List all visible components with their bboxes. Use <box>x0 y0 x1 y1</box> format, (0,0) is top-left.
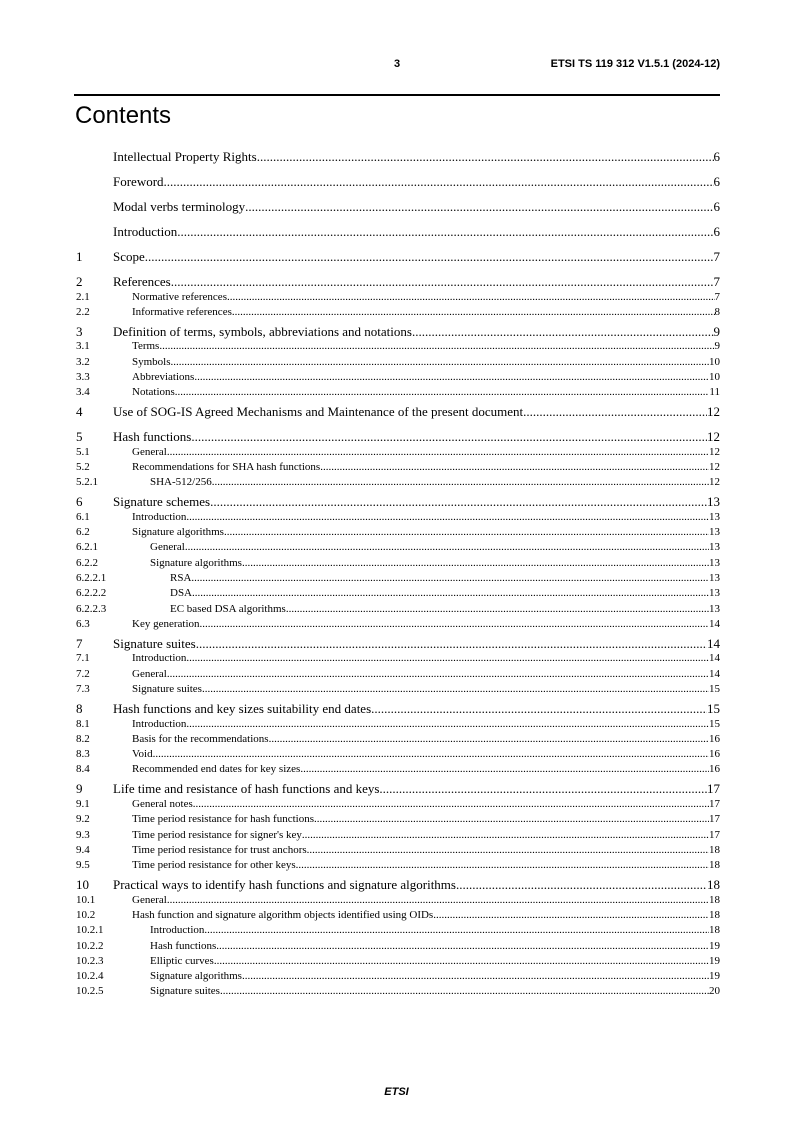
toc-entry-page: 12 <box>709 476 720 489</box>
toc-entry-title: Modal verbs terminology <box>113 199 246 214</box>
toc-entry-leader-dots <box>302 828 709 842</box>
toc-entry-number: 8 <box>76 701 83 716</box>
toc-entry-leader-dots <box>196 636 707 652</box>
toc-entry-page: 6 <box>713 174 720 189</box>
toc-entry-leader-dots <box>200 617 710 631</box>
toc-entry[interactable] <box>76 404 720 420</box>
contents-title: Contents <box>75 102 172 129</box>
toc-entry[interactable] <box>76 893 720 907</box>
toc-entry-page: 16 <box>709 732 720 745</box>
toc-entry-page: 9 <box>714 340 720 353</box>
toc-entry[interactable] <box>76 445 720 459</box>
toc-entry[interactable] <box>76 429 720 445</box>
toc-entry-title: Time period resistance for trust anchors <box>132 843 307 856</box>
toc-entry-title: Signature schemes <box>113 494 211 510</box>
toc-entry-number: 6.3 <box>76 617 90 630</box>
toc-entry[interactable] <box>76 939 720 953</box>
toc-entry-leader-dots <box>286 602 709 616</box>
toc-entry-leader-dots <box>164 174 714 190</box>
toc-entry[interactable] <box>76 510 720 524</box>
toc-entry-number: 3.2 <box>76 355 90 368</box>
toc-entry-title: Introduction <box>113 224 178 239</box>
toc-entry-title: Terms <box>132 340 160 353</box>
toc-entry[interactable] <box>76 305 720 319</box>
toc-entry-page: 13 <box>709 526 720 539</box>
toc-entry-page: 13 <box>709 602 720 615</box>
toc-entry-title: Void <box>132 748 153 761</box>
toc-entry-title: Time period resistance for signer's key <box>132 828 302 841</box>
toc-entry-page: 13 <box>709 541 720 554</box>
toc-entry-number: 10.1 <box>76 893 96 906</box>
footer-etsi: ETSI <box>384 1086 409 1098</box>
toc-entry-page: 12 <box>707 404 720 420</box>
toc-entry[interactable] <box>76 908 720 922</box>
toc-entry-page: 8 <box>714 305 720 318</box>
toc-entry-leader-dots <box>242 969 709 983</box>
toc-entry[interactable] <box>76 540 720 554</box>
toc-entry-title: Key generation <box>132 617 200 630</box>
toc-entry-page: 13 <box>709 510 720 523</box>
toc-entry-leader-dots <box>242 556 709 570</box>
toc-entry[interactable] <box>76 843 720 857</box>
toc-entry-number: 6.2.1 <box>76 541 98 554</box>
toc-entry-leader-dots <box>145 249 714 265</box>
toc-entry-title: Signature suites <box>132 683 202 695</box>
toc-entry-title: General <box>150 541 185 554</box>
toc-entry-title: General notes <box>132 797 193 810</box>
toc-entry-number: 3.1 <box>76 340 90 353</box>
toc-entry-page: 16 <box>709 748 720 761</box>
toc-entry-leader-dots <box>523 404 707 420</box>
toc-entry-page: 13 <box>709 587 720 600</box>
toc-entry-page: 17 <box>707 781 720 797</box>
toc-entry-number: 10.2.5 <box>76 985 104 998</box>
toc-entry-title: Elliptic curves <box>150 954 214 967</box>
toc-entry-number: 9.2 <box>76 813 90 826</box>
toc-entry-title: Use of SOG-IS Agreed Mechanisms and Maintenance of the present document <box>113 404 524 420</box>
toc-entry-number: 7.1 <box>76 652 90 665</box>
toc-entry-leader-dots <box>216 939 709 953</box>
toc-entry-title: Practical ways to identify hash functions and signature algorithms <box>113 877 456 893</box>
toc-entry-leader-dots <box>167 445 709 459</box>
toc-entry-page: 18 <box>709 924 720 937</box>
toc-entry[interactable] <box>76 249 720 265</box>
toc-entry[interactable] <box>76 858 720 872</box>
toc-entry-leader-dots <box>269 732 709 746</box>
toc-entry[interactable] <box>76 797 720 811</box>
toc-entry-number: 2.1 <box>76 290 90 303</box>
toc-entry-page: 6 <box>713 224 720 239</box>
toc-entry-number: 6.2.2.1 <box>76 572 107 584</box>
toc-entry-page: 6 <box>713 149 720 164</box>
toc-entry-title: EC based DSA algorithms <box>170 602 286 615</box>
toc-entry[interactable] <box>76 701 720 717</box>
toc-entry-leader-dots <box>204 923 709 937</box>
toc-entry-title: Scope <box>113 249 145 264</box>
toc-entry-page: 12 <box>709 445 720 458</box>
toc-entry-number: 6.2.2 <box>76 556 98 569</box>
toc-entry-leader-dots <box>186 717 709 731</box>
toc-entry-leader-dots <box>186 651 709 665</box>
toc-entry-title: Abbreviations <box>132 370 195 383</box>
toc-entry[interactable] <box>76 274 720 290</box>
toc-entry-number: 8.3 <box>76 748 90 761</box>
toc-entry-title: Time period resistance for other keys <box>132 859 296 872</box>
toc-entry-page: 12 <box>709 461 720 473</box>
toc-entry-leader-dots <box>379 781 707 797</box>
toc-entry-page: 16 <box>709 763 720 776</box>
toc-entry-title: Normative references <box>132 290 227 303</box>
toc-entry[interactable] <box>76 732 720 746</box>
toc-entry-leader-dots <box>210 494 707 510</box>
toc-entry-title: Introduction <box>132 652 187 665</box>
toc-entry-leader-dots <box>159 339 714 353</box>
toc-entry-leader-dots <box>175 385 710 399</box>
toc-entry-title: Signature suites <box>150 985 220 998</box>
toc-entry-number: 9.5 <box>76 859 90 872</box>
toc-entry-leader-dots <box>257 149 714 165</box>
toc-entry-number: 8.1 <box>76 717 90 730</box>
toc-entry-page: 14 <box>707 635 720 651</box>
toc-entry-leader-dots <box>433 908 709 922</box>
toc-entry-number: 10.2.2 <box>76 939 104 952</box>
toc-entry-leader-dots <box>220 984 709 998</box>
toc-entry[interactable] <box>76 651 720 665</box>
toc-entry-page: 18 <box>709 843 720 856</box>
toc-entry-number: 5.1 <box>76 445 90 458</box>
toc-entry-leader-dots <box>185 540 709 554</box>
toc-entry-leader-dots <box>224 525 709 539</box>
toc-entry-page: 19 <box>709 939 720 952</box>
toc-entry-page: 18 <box>709 908 720 921</box>
toc-entry-number: 1 <box>76 249 83 264</box>
toc-entry-leader-dots <box>307 843 709 857</box>
toc-entry-number: 3.3 <box>76 370 90 383</box>
toc-entry[interactable] <box>76 586 720 600</box>
toc-entry-page: 18 <box>709 859 720 872</box>
header-rule <box>74 94 720 96</box>
toc-entry-page: 17 <box>709 828 720 841</box>
toc-entry-title: Recommended end dates for key sizes <box>132 763 301 776</box>
toc-entry-leader-dots <box>456 877 707 893</box>
toc-entry-leader-dots <box>177 224 713 240</box>
toc-entry-leader-dots <box>194 370 709 384</box>
toc-entry-number: 10.2 <box>76 908 96 921</box>
toc-entry[interactable] <box>76 636 720 652</box>
toc-entry-title: Signature suites <box>113 635 196 651</box>
toc-entry-leader-dots <box>153 747 709 761</box>
toc-entry[interactable] <box>76 290 720 304</box>
toc-entry-leader-dots <box>300 762 709 776</box>
toc-entry-page: 15 <box>709 717 720 730</box>
toc-entry-page: 18 <box>707 877 720 893</box>
toc-entry-number: 3 <box>76 323 83 339</box>
toc-entry-page: 9 <box>713 323 720 339</box>
toc-entry-title: Life time and resistance of hash functions and keys <box>113 781 380 797</box>
toc-entry-leader-dots <box>186 510 709 524</box>
toc-entry-leader-dots <box>296 858 709 872</box>
toc-entry-page: 11 <box>709 386 720 399</box>
toc-entry-page: 13 <box>709 556 720 569</box>
toc-entry-title: General <box>132 667 167 680</box>
toc-entry[interactable] <box>76 781 720 797</box>
toc-entry-leader-dots <box>167 667 709 681</box>
toc-entry-leader-dots <box>171 274 714 290</box>
toc-entry[interactable] <box>76 747 720 761</box>
toc-entry-title: Hash functions and key sizes suitability end dates <box>113 701 372 716</box>
toc-entry[interactable] <box>76 370 720 384</box>
toc-entry-title: Time period resistance for hash functions <box>132 813 314 826</box>
toc-entry-page: 18 <box>709 893 720 906</box>
toc-entry-title: Recommendations for SHA hash functions <box>132 461 321 473</box>
toc-entry-title: Introduction <box>150 924 205 937</box>
toc-entry-title: General <box>132 445 167 458</box>
toc-entry-title: Introduction <box>132 510 187 523</box>
toc-entry[interactable] <box>76 339 720 353</box>
toc-entry-title: Definition of terms, symbols, abbreviations and notations <box>113 323 412 339</box>
toc-entry-title: Informative references <box>132 305 232 318</box>
toc-entry-title: Signature algorithms <box>150 556 242 569</box>
toc-entry-number: 9.4 <box>76 843 90 856</box>
toc-entry-leader-dots <box>171 355 709 369</box>
toc-entry[interactable] <box>76 717 720 731</box>
toc-entry-leader-dots <box>191 571 709 585</box>
toc-entry-number: 4 <box>76 404 83 420</box>
toc-entry-page: 14 <box>709 652 720 665</box>
toc-entry-leader-dots <box>371 701 707 717</box>
toc-entry[interactable] <box>76 224 720 240</box>
toc-entry-title: General <box>132 893 167 906</box>
toc-entry-leader-dots <box>412 324 714 340</box>
toc-entry-page: 10 <box>709 370 720 383</box>
toc-entry-number: 2.2 <box>76 305 90 318</box>
toc-entry-title: RSA <box>170 572 192 584</box>
toc-entry-page: 12 <box>707 429 720 445</box>
toc-entry-number: 5.2.1 <box>76 476 98 489</box>
toc-entry[interactable] <box>76 923 720 937</box>
toc-entry[interactable] <box>76 199 720 215</box>
toc-entry[interactable] <box>76 494 720 510</box>
toc-entry-page: 15 <box>709 683 720 695</box>
toc-entry-leader-dots <box>193 797 709 811</box>
toc-entry-page: 7 <box>714 290 720 303</box>
toc-entry[interactable] <box>76 385 720 399</box>
toc-entry-number: 3.4 <box>76 386 90 399</box>
toc-entry-number: 6.1 <box>76 510 90 523</box>
toc-entry-title: Foreword <box>113 174 164 189</box>
toc-entry-page: 13 <box>709 572 720 584</box>
toc-entry-title: DSA <box>170 587 193 600</box>
toc-entry-page: 15 <box>707 701 720 716</box>
toc-entry[interactable] <box>76 682 720 696</box>
toc-entry-title: Hash functions <box>150 939 217 952</box>
toc-entry-leader-dots <box>232 305 715 319</box>
toc-entry-number: 9 <box>76 781 83 797</box>
toc-entry-page: 10 <box>709 355 720 368</box>
toc-entry[interactable] <box>76 828 720 842</box>
toc-entry[interactable] <box>76 617 720 631</box>
toc-entry-leader-dots <box>227 290 715 304</box>
toc-entry-number: 9.1 <box>76 797 90 810</box>
toc-entry[interactable] <box>76 324 720 340</box>
toc-entry-leader-dots <box>202 682 709 696</box>
toc-entry-title: Basis for the recommendations <box>132 732 269 745</box>
toc-entry[interactable] <box>76 525 720 539</box>
toc-entry-page: 19 <box>709 954 720 967</box>
toc-entry-leader-dots <box>192 586 709 600</box>
toc-entry-title: Signature algorithms <box>150 970 242 983</box>
toc-entry-number: 8.4 <box>76 763 90 776</box>
toc-entry[interactable] <box>76 149 720 165</box>
toc-entry-number: 9.3 <box>76 828 90 841</box>
toc-entry[interactable] <box>76 812 720 826</box>
toc-entry-number: 7 <box>76 635 83 651</box>
toc-entry[interactable] <box>76 667 720 681</box>
toc-entry[interactable] <box>76 762 720 776</box>
toc-entry[interactable] <box>76 355 720 369</box>
toc-entry-page: 20 <box>709 985 720 998</box>
toc-entry[interactable] <box>76 475 720 489</box>
toc-entry-leader-dots <box>167 893 709 907</box>
toc-entry-number: 10.2.3 <box>76 954 104 967</box>
toc-entry-leader-dots <box>212 475 709 489</box>
toc-entry[interactable] <box>76 877 720 893</box>
toc-entry-leader-dots <box>214 954 709 968</box>
toc-entry-number: 2 <box>76 274 83 289</box>
toc-entry-title: Notations <box>132 386 175 399</box>
toc-entry-leader-dots <box>314 812 709 826</box>
toc-entry[interactable] <box>76 460 720 474</box>
toc-entry-page: 13 <box>707 494 720 510</box>
toc-entry-title: Introduction <box>132 717 187 730</box>
toc-entry-number: 7.3 <box>76 683 90 695</box>
toc-entry-number: 5 <box>76 429 83 445</box>
toc-entry-title: Hash function and signature algorithm objects identified using OIDs <box>132 908 434 921</box>
toc-entry-number: 6.2 <box>76 526 90 539</box>
toc-entry[interactable] <box>76 571 720 585</box>
toc-entry-number: 6.2.2.2 <box>76 587 107 600</box>
toc-entry-page: 7 <box>713 274 720 289</box>
toc-entry-page: 14 <box>709 667 720 680</box>
toc-entry-number: 10.2.4 <box>76 970 104 983</box>
toc-entry-title: Hash functions <box>113 429 192 445</box>
toc-entry-page: 7 <box>713 249 720 264</box>
toc-entry-number: 6 <box>76 494 83 510</box>
page-number: 3 <box>393 58 401 70</box>
toc-entry-title: Intellectual Property Rights <box>113 149 257 164</box>
toc-entry[interactable] <box>76 556 720 570</box>
toc-entry[interactable] <box>76 954 720 968</box>
toc-entry-leader-dots <box>245 199 713 215</box>
toc-entry-title: SHA-512/256 <box>150 476 212 489</box>
document-id: ETSI TS 119 312 V1.5.1 (2024-12) <box>550 58 720 70</box>
toc-entry-number: 10 <box>76 877 89 893</box>
toc-entry-number: 10.2.1 <box>76 924 104 937</box>
toc-entry-number: 6.2.2.3 <box>76 602 107 615</box>
toc-entry-page: 14 <box>709 617 720 630</box>
toc-entry-number: 7.2 <box>76 667 90 680</box>
toc-entry-page: 19 <box>709 970 720 983</box>
toc-entry[interactable] <box>76 174 720 190</box>
toc-entry-number: 5.2 <box>76 461 90 473</box>
toc-entry-leader-dots <box>320 460 709 474</box>
toc-entry-page: 17 <box>709 813 720 826</box>
toc-entry-title: References <box>113 274 171 289</box>
toc-entry[interactable] <box>76 969 720 983</box>
toc-entry[interactable] <box>76 602 720 616</box>
toc-entry[interactable] <box>76 984 720 998</box>
toc-entry-title: Symbols <box>132 355 171 368</box>
toc-entry-page: 17 <box>709 797 720 810</box>
toc-entry-number: 8.2 <box>76 732 90 745</box>
toc-entry-page: 6 <box>713 199 720 214</box>
toc-entry-title: Signature algorithms <box>132 526 224 539</box>
toc-entry-leader-dots <box>191 429 707 445</box>
